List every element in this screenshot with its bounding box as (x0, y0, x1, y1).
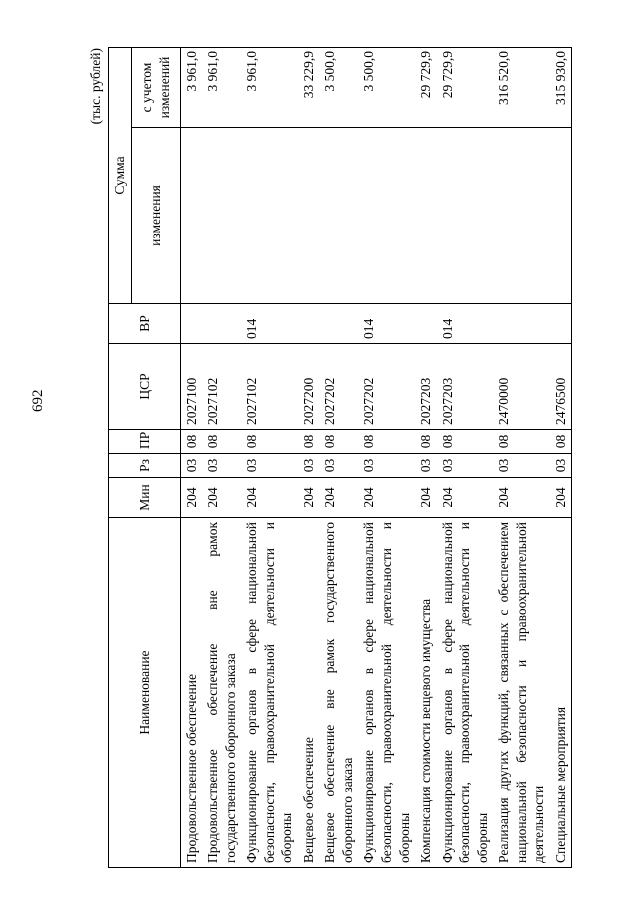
row-csr: 2027200 (298, 344, 320, 430)
header-pr: ПР (109, 430, 181, 454)
row-vr (415, 304, 437, 344)
row-pr: 08 (241, 430, 298, 454)
row-rz: 03 (550, 454, 572, 478)
row-min: 204 (415, 478, 437, 518)
row-name: Функционирование органов в сфере национальной безопасности, правоохранительной деятельности и обороны (437, 518, 494, 868)
row-min: 204 (550, 478, 572, 518)
row-name: Вещевое обеспечение (298, 518, 320, 868)
header-name: Наименование (109, 518, 181, 868)
row-name: Продовольственное обеспечение (180, 518, 202, 868)
row-min: 204 (437, 478, 494, 518)
table-row (298, 47, 320, 867)
row-csr: 2027102 (241, 344, 298, 430)
table-row (180, 47, 202, 867)
budget-table (108, 47, 572, 868)
row-total: 29 729,9 (437, 47, 494, 127)
row-name: Функционирование органов в сфере национальной безопасности, правоохранительной деятельности и обороны (358, 518, 415, 868)
row-vr: 014 (358, 304, 415, 344)
table-row (437, 47, 494, 867)
row-min: 204 (180, 478, 202, 518)
row-changes (358, 128, 415, 304)
row-rz: 03 (415, 454, 437, 478)
table-row (358, 47, 415, 867)
units-label: (тыс. рублей) (88, 48, 103, 125)
page-number: 692 (30, 389, 46, 412)
row-changes (202, 128, 241, 304)
row-vr (550, 304, 572, 344)
row-rz: 03 (319, 454, 358, 478)
row-changes (493, 128, 550, 304)
row-changes (319, 128, 358, 304)
row-changes (298, 128, 320, 304)
row-csr: 2470000 (493, 344, 550, 430)
row-changes (241, 128, 298, 304)
header-vr: ВР (109, 304, 181, 344)
row-csr: 2027202 (358, 344, 415, 430)
row-pr: 08 (180, 430, 202, 454)
rotated-page-content (82, 48, 590, 868)
row-changes (415, 128, 437, 304)
row-min: 204 (319, 478, 358, 518)
row-pr: 08 (319, 430, 358, 454)
header-row-1 (109, 47, 132, 867)
row-vr (298, 304, 320, 344)
row-name: Функционирование органов в сфере национальной безопасности, правоохранительной деятельности и обороны (241, 518, 298, 868)
row-csr: 2027203 (415, 344, 437, 430)
row-rz: 03 (298, 454, 320, 478)
row-pr: 08 (415, 430, 437, 454)
row-rz: 03 (241, 454, 298, 478)
row-csr: 2476500 (550, 344, 572, 430)
row-csr: 2027202 (319, 344, 358, 430)
row-pr: 08 (493, 430, 550, 454)
header-min: Мин (109, 478, 181, 518)
row-name: Компенсация стоимости вещевого имущества (415, 518, 437, 868)
row-rz: 03 (358, 454, 415, 478)
row-total: 3 961,0 (180, 47, 202, 127)
row-min: 204 (298, 478, 320, 518)
row-total: 316 520,0 (493, 47, 550, 127)
table-row (241, 47, 298, 867)
row-changes (550, 128, 572, 304)
table-row (493, 47, 550, 867)
row-rz: 03 (493, 454, 550, 478)
table-row (415, 47, 437, 867)
row-pr: 08 (298, 430, 320, 454)
row-csr: 2027102 (202, 344, 241, 430)
row-name: Специальные мероприятия (550, 518, 572, 868)
row-pr: 08 (202, 430, 241, 454)
row-pr: 08 (550, 430, 572, 454)
row-min: 204 (493, 478, 550, 518)
row-name: Вещевое обеспечение вне рамок государственного оборонного заказа (319, 518, 358, 868)
row-min: 204 (202, 478, 241, 518)
row-total: 3 961,0 (241, 47, 298, 127)
row-rz: 03 (202, 454, 241, 478)
row-pr: 08 (358, 430, 415, 454)
row-changes (437, 128, 494, 304)
row-vr: 014 (437, 304, 494, 344)
table-row (550, 47, 572, 867)
row-changes (180, 128, 202, 304)
row-rz: 03 (437, 454, 494, 478)
header-sum: Сумма (109, 47, 132, 303)
row-csr: 2027203 (437, 344, 494, 430)
row-min: 204 (358, 478, 415, 518)
row-csr: 2027100 (180, 344, 202, 430)
row-total: 29 729,9 (415, 47, 437, 127)
row-vr (493, 304, 550, 344)
row-pr: 08 (437, 430, 494, 454)
row-total: 3 500,0 (358, 47, 415, 127)
row-name: Продовольственное обеспечение вне рамок государственного оборонного заказа (202, 518, 241, 868)
row-min: 204 (241, 478, 298, 518)
header-csr: ЦСР (109, 344, 181, 430)
row-vr: 014 (241, 304, 298, 344)
row-rz: 03 (180, 454, 202, 478)
header-rz: Рз (109, 454, 181, 478)
row-total: 315 930,0 (550, 47, 572, 127)
row-total: 3 500,0 (319, 47, 358, 127)
header-with-changes: с учетом изменений (131, 47, 180, 127)
row-vr (180, 304, 202, 344)
row-vr (202, 304, 241, 344)
row-total: 3 961,0 (202, 47, 241, 127)
table-row (319, 47, 358, 867)
row-total: 33 229,9 (298, 47, 320, 127)
table-body (180, 47, 572, 867)
row-vr (319, 304, 358, 344)
table-row (202, 47, 241, 867)
row-name: Реализация других функций, связанных с обеспечением национальной безопасности и правоохранительной деятельности (493, 518, 550, 868)
header-changes: изменения (131, 128, 180, 304)
